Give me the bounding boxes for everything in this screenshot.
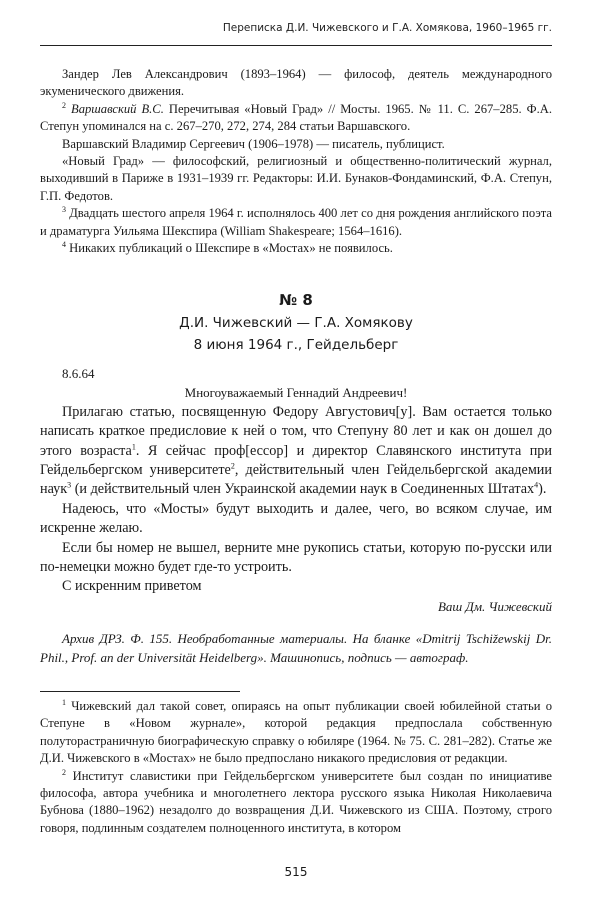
- archive-text: Архив ДРЗ. Ф. 155. Необработанные материалы. На бланке «Dmitrij Tschižewskij Dr. Phil., Prof. an der Universität Heidelberg». Машинопись, подпись — автограф.: [40, 631, 552, 665]
- letter-paragraph-3: Если бы номер не вышел, верните мне рукопись статьи, которую по-русски или по-немецки можно будет где-то устроить.: [40, 539, 552, 576]
- note-2-author: Варшавский В.С.: [71, 101, 164, 116]
- note-4-text: Никаких публикаций о Шекспире в «Мостах» не появилось.: [69, 241, 393, 256]
- letter-text: (и действительный член Украинской академии наук в Соединенных Штатах: [71, 481, 535, 498]
- note-2: [40, 101, 552, 136]
- header-rule: [40, 45, 552, 46]
- note-varshavsky: Варшавский Владимир Сергеевич (1906–1978) — писатель, публицист.: [62, 136, 445, 151]
- note-mark: 2: [62, 100, 66, 110]
- top-notes: [40, 66, 552, 257]
- footnote-2-text: Институт славистики при Гейдельбергском университете был создан по инициативе философа, автора учебника и многолетнего лектора русского языка Николая Николаевича Бубнова (1880–1962) незадолго до возвращения Д.И. Чижевского из США. Поэтому, строго говоря, подлинным создателем полноценного института, в котором: [40, 768, 553, 835]
- letter-signature: Ваш Дм. Чижевский: [437, 598, 552, 614]
- footnote-2: [40, 768, 552, 838]
- note-2-text: Перечитывая «Новый Град» // Мосты. 1965. № 11. С. 267–285. Ф.А. Степун упоминался на с. 267–270, 272, 274, 284 статьи Варшавского.: [40, 101, 552, 134]
- note-3: [40, 205, 552, 240]
- note-3-text: Двадцать шестого апреля 1964 г. исполнялось 400 лет со дня рождения английского поэта и драматурга Уильяма Шекспира (William Shakespeare; 1564–1616).: [40, 206, 552, 238]
- note-novy-grad: «Новый Град» — философский, религиозный и общественно-политический журнал, выходивший в Париже в 1931–1939 гг. Редакторы: И.И. Бунаков-Фондаминский, Ф.А. Степун, Г.П. Федотов.: [40, 154, 552, 203]
- page-number: 515: [284, 865, 308, 879]
- ref-mark: 2: [230, 461, 235, 471]
- letter-text: , действительный член Гейдельбергской академии наук: [40, 462, 552, 498]
- letter-salutation: Многоуважаемый Геннадий Андреевич!: [184, 385, 408, 401]
- letter-date: 8.6.64: [62, 366, 95, 381]
- letter-paragraph-1: [40, 403, 552, 500]
- note-mark: 3: [62, 205, 66, 215]
- footnote-mark: 2: [62, 767, 66, 777]
- note-mark: 4: [62, 239, 66, 249]
- letter-body: [40, 364, 552, 616]
- footnote-1: [40, 698, 552, 768]
- note-4: [40, 240, 552, 257]
- letter-text: . Я сейчас проф[ессор] и директор Славянского института при Гейдельбергском университете: [40, 442, 552, 479]
- ref-mark: 1: [131, 441, 136, 451]
- letter-date-place: 8 июня 1964 г., Гейдельберг: [193, 337, 399, 353]
- letter-number: № 8: [279, 291, 313, 309]
- letter-paragraph-2: Надеюсь, что «Мосты» будут выходить и далее, чего, во всяком случае, им искренне желаю.: [40, 500, 552, 537]
- ref-mark: 4: [534, 480, 539, 490]
- running-head: Переписка Д.И. Чижевского и Г.А. Хомякова, 1960–1965 гг.: [222, 22, 552, 34]
- letter-closing: С искренним приветом: [62, 578, 202, 595]
- archive-note: [40, 630, 552, 667]
- footnote-1-text: Чижевский дал такой совет, опираясь на опыт публикации своей юбилейной статьи о Степуне в «Новом журнале», которой редакция предпослала собственную полуторастраничную биографическую справку о юбиляре (1964. № 75. С. 281–282). Статье же Д.И. Чижевского в «Мостах» не было предпослано никакого предисловия от редакции.: [40, 699, 553, 766]
- note-zander: Зандер Лев Александрович (1893–1964) — философ, деятель международного экуменического движения.: [40, 67, 552, 99]
- letter-text: ).: [538, 481, 547, 498]
- letter-parties: Д.И. Чижевский — Г.А. Хомякову: [179, 315, 413, 331]
- footnote-mark: 1: [62, 697, 66, 707]
- letter-text: Прилагаю статью, посвященную Федору Августович[у]. Вам остается только написать краткое предисловие к ней о том, что Степуну 80 лет и как он дошел до этого возраста: [40, 403, 552, 459]
- footnote-rule: [40, 691, 240, 692]
- ref-mark: 3: [67, 480, 72, 490]
- footnotes: [40, 698, 552, 837]
